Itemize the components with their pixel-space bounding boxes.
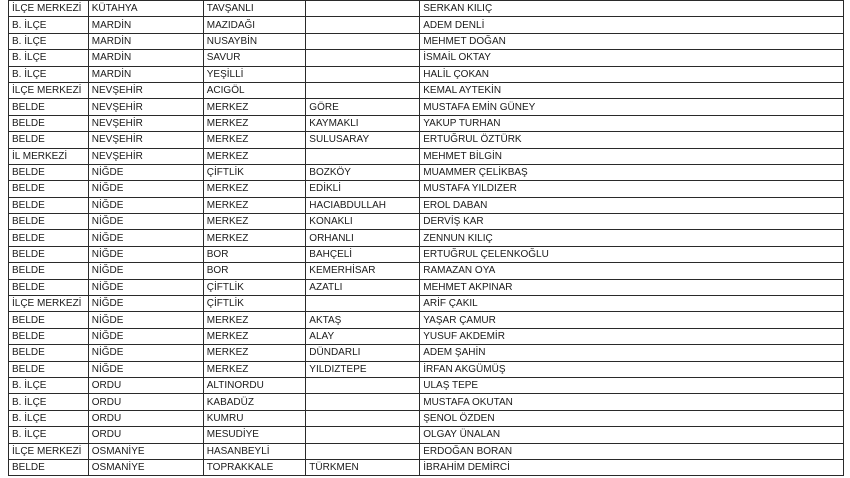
district-cell: MERKEZ xyxy=(203,345,306,361)
table-row xyxy=(9,230,844,246)
town-cell xyxy=(306,427,420,443)
table-row xyxy=(9,1,844,17)
candidate-name-cell: ERTUĞRUL ÇELENKOĞLU xyxy=(420,246,844,262)
table-row xyxy=(9,33,844,49)
table-row xyxy=(9,459,844,475)
district-cell: BOR xyxy=(203,263,306,279)
town-cell xyxy=(306,296,420,312)
type-cell: BELDE xyxy=(9,263,89,279)
candidate-name-cell: MEHMET AKPINAR xyxy=(420,279,844,295)
candidate-name-cell: OLGAY ÜNALAN xyxy=(420,427,844,443)
district-cell: ACIGÖL xyxy=(203,82,306,98)
district-cell: KABADÜZ xyxy=(203,394,306,410)
type-cell: BELDE xyxy=(9,115,89,131)
town-cell xyxy=(306,66,420,82)
table-row xyxy=(9,181,844,197)
candidate-name-cell: MUSTAFA YILDIZER xyxy=(420,181,844,197)
table-row xyxy=(9,17,844,33)
type-cell: İLÇE MERKEZİ xyxy=(9,82,89,98)
town-cell: ORHANLI xyxy=(306,230,420,246)
type-cell: BELDE xyxy=(9,230,89,246)
table-row xyxy=(9,443,844,459)
candidate-name-cell: YAŞAR ÇAMUR xyxy=(420,312,844,328)
type-cell: İL MERKEZİ xyxy=(9,148,89,164)
type-cell: B. İLÇE xyxy=(9,377,89,393)
candidate-name-cell: KEMAL AYTEKİN xyxy=(420,82,844,98)
table-row xyxy=(9,377,844,393)
district-cell: ÇİFTLİK xyxy=(203,296,306,312)
table-row xyxy=(9,82,844,98)
district-cell: NUSAYBİN xyxy=(203,33,306,49)
table-row xyxy=(9,410,844,426)
town-cell: BOZKÖY xyxy=(306,164,420,180)
town-cell: KEMERHİSAR xyxy=(306,263,420,279)
candidate-name-cell: ARİF ÇAKIL xyxy=(420,296,844,312)
province-cell: NEVŞEHİR xyxy=(88,82,203,98)
province-cell: OSMANİYE xyxy=(88,443,203,459)
town-cell xyxy=(306,410,420,426)
province-cell: NİĞDE xyxy=(88,296,203,312)
district-cell: MERKEZ xyxy=(203,328,306,344)
district-cell: MERKEZ xyxy=(203,148,306,164)
town-cell: YILDIZTEPE xyxy=(306,361,420,377)
candidate-name-cell: RAMAZAN OYA xyxy=(420,263,844,279)
province-cell: MARDİN xyxy=(88,66,203,82)
district-cell: MERKEZ xyxy=(203,181,306,197)
candidate-name-cell: ADEM ŞAHİN xyxy=(420,345,844,361)
candidate-name-cell: ULAŞ TEPE xyxy=(420,377,844,393)
town-cell: KAYMAKLI xyxy=(306,115,420,131)
type-cell: İLÇE MERKEZİ xyxy=(9,443,89,459)
type-cell: BELDE xyxy=(9,279,89,295)
candidate-name-cell: İRFAN AKGÜMÜŞ xyxy=(420,361,844,377)
province-cell: NEVŞEHİR xyxy=(88,132,203,148)
province-cell: NİĞDE xyxy=(88,164,203,180)
type-cell: BELDE xyxy=(9,345,89,361)
town-cell xyxy=(306,1,420,17)
type-cell: B. İLÇE xyxy=(9,394,89,410)
town-cell: GÖRE xyxy=(306,99,420,115)
province-cell: NİĞDE xyxy=(88,279,203,295)
town-cell: EDİKLİ xyxy=(306,181,420,197)
candidate-name-cell: EROL DABAN xyxy=(420,197,844,213)
province-cell: MARDİN xyxy=(88,17,203,33)
candidate-name-cell: İBRAHİM DEMİRCİ xyxy=(420,459,844,475)
town-cell xyxy=(306,148,420,164)
district-cell: ÇİFTLİK xyxy=(203,164,306,180)
table-row xyxy=(9,296,844,312)
province-cell: KÜTAHYA xyxy=(88,1,203,17)
province-cell: NİĞDE xyxy=(88,361,203,377)
table-row xyxy=(9,148,844,164)
district-cell: HASANBEYLİ xyxy=(203,443,306,459)
province-cell: NİĞDE xyxy=(88,263,203,279)
candidate-name-cell: ZENNUN KILIÇ xyxy=(420,230,844,246)
town-cell: TÜRKMEN xyxy=(306,459,420,475)
district-cell: MERKEZ xyxy=(203,197,306,213)
province-cell: NİĞDE xyxy=(88,246,203,262)
candidate-name-cell: MUSTAFA EMİN GÜNEY xyxy=(420,99,844,115)
province-cell: NEVŞEHİR xyxy=(88,148,203,164)
candidate-name-cell: MEHMET DOĞAN xyxy=(420,33,844,49)
town-cell: AKTAŞ xyxy=(306,312,420,328)
town-cell: BAHÇELİ xyxy=(306,246,420,262)
type-cell: İLÇE MERKEZİ xyxy=(9,1,89,17)
town-cell: KONAKLI xyxy=(306,214,420,230)
table-row xyxy=(9,279,844,295)
table-row xyxy=(9,132,844,148)
district-cell: MERKEZ xyxy=(203,115,306,131)
type-cell: BELDE xyxy=(9,328,89,344)
province-cell: NİĞDE xyxy=(88,214,203,230)
table-row xyxy=(9,246,844,262)
candidate-name-cell: ERTUĞRUL ÖZTÜRK xyxy=(420,132,844,148)
town-cell xyxy=(306,17,420,33)
candidate-name-cell: MUSTAFA OKUTAN xyxy=(420,394,844,410)
table-row xyxy=(9,50,844,66)
type-cell: BELDE xyxy=(9,246,89,262)
town-cell xyxy=(306,394,420,410)
type-cell: BELDE xyxy=(9,99,89,115)
type-cell: BELDE xyxy=(9,181,89,197)
town-cell xyxy=(306,377,420,393)
type-cell: B. İLÇE xyxy=(9,410,89,426)
province-cell: MARDİN xyxy=(88,50,203,66)
type-cell: BELDE xyxy=(9,361,89,377)
district-cell: MESUDİYE xyxy=(203,427,306,443)
district-cell: MERKEZ xyxy=(203,132,306,148)
district-cell: ÇİFTLİK xyxy=(203,279,306,295)
province-cell: NİĞDE xyxy=(88,181,203,197)
province-cell: ORDU xyxy=(88,377,203,393)
candidate-name-cell: İSMAİL OKTAY xyxy=(420,50,844,66)
district-cell: MERKEZ xyxy=(203,214,306,230)
district-cell: TAVŞANLI xyxy=(203,1,306,17)
table-row xyxy=(9,328,844,344)
candidate-name-cell: YUSUF AKDEMİR xyxy=(420,328,844,344)
district-cell: YEŞİLLİ xyxy=(203,66,306,82)
province-cell: ORDU xyxy=(88,394,203,410)
table-row xyxy=(9,361,844,377)
province-cell: ORDU xyxy=(88,410,203,426)
district-cell: KUMRU xyxy=(203,410,306,426)
district-cell: MERKEZ xyxy=(203,230,306,246)
town-cell xyxy=(306,443,420,459)
table-row xyxy=(9,312,844,328)
table-row xyxy=(9,345,844,361)
district-cell: MERKEZ xyxy=(203,361,306,377)
candidate-name-cell: YAKUP TURHAN xyxy=(420,115,844,131)
candidate-table xyxy=(8,0,844,476)
candidate-name-cell: SERKAN KILIÇ xyxy=(420,1,844,17)
table-row xyxy=(9,427,844,443)
province-cell: ORDU xyxy=(88,427,203,443)
table-row xyxy=(9,164,844,180)
table-row xyxy=(9,99,844,115)
town-cell: SULUSARAY xyxy=(306,132,420,148)
candidate-name-cell: ADEM DENLİ xyxy=(420,17,844,33)
candidate-name-cell: ŞENOL ÖZDEN xyxy=(420,410,844,426)
province-cell: OSMANİYE xyxy=(88,459,203,475)
type-cell: B. İLÇE xyxy=(9,33,89,49)
province-cell: NEVŞEHİR xyxy=(88,99,203,115)
district-cell: ALTINORDU xyxy=(203,377,306,393)
district-cell: MERKEZ xyxy=(203,99,306,115)
type-cell: BELDE xyxy=(9,132,89,148)
type-cell: BELDE xyxy=(9,312,89,328)
table-row xyxy=(9,115,844,131)
type-cell: B. İLÇE xyxy=(9,427,89,443)
province-cell: MARDİN xyxy=(88,33,203,49)
table-row xyxy=(9,263,844,279)
type-cell: İLÇE MERKEZİ xyxy=(9,296,89,312)
town-cell: HACIABDULLAH xyxy=(306,197,420,213)
candidate-name-cell: DERVİŞ KAR xyxy=(420,214,844,230)
candidate-name-cell: HALİL ÇOKAN xyxy=(420,66,844,82)
province-cell: NEVŞEHİR xyxy=(88,115,203,131)
type-cell: BELDE xyxy=(9,214,89,230)
table-row xyxy=(9,214,844,230)
town-cell xyxy=(306,50,420,66)
type-cell: BELDE xyxy=(9,197,89,213)
town-cell: AZATLI xyxy=(306,279,420,295)
type-cell: BELDE xyxy=(9,459,89,475)
district-cell: MERKEZ xyxy=(203,312,306,328)
table-body xyxy=(9,1,844,476)
province-cell: NİĞDE xyxy=(88,230,203,246)
candidate-name-cell: MUAMMER ÇELİKBAŞ xyxy=(420,164,844,180)
district-cell: SAVUR xyxy=(203,50,306,66)
type-cell: B. İLÇE xyxy=(9,66,89,82)
table-row xyxy=(9,394,844,410)
table-row xyxy=(9,197,844,213)
type-cell: BELDE xyxy=(9,164,89,180)
district-cell: TOPRAKKALE xyxy=(203,459,306,475)
type-cell: B. İLÇE xyxy=(9,17,89,33)
candidate-name-cell: ERDOĞAN BORAN xyxy=(420,443,844,459)
table-row xyxy=(9,66,844,82)
district-cell: BOR xyxy=(203,246,306,262)
candidate-name-cell: MEHMET BİLGİN xyxy=(420,148,844,164)
district-cell: MAZIDAĞI xyxy=(203,17,306,33)
province-cell: NİĞDE xyxy=(88,197,203,213)
town-cell xyxy=(306,82,420,98)
province-cell: NİĞDE xyxy=(88,328,203,344)
town-cell: DÜNDARLI xyxy=(306,345,420,361)
town-cell: ALAY xyxy=(306,328,420,344)
town-cell xyxy=(306,33,420,49)
province-cell: NİĞDE xyxy=(88,345,203,361)
type-cell: B. İLÇE xyxy=(9,50,89,66)
province-cell: NİĞDE xyxy=(88,312,203,328)
